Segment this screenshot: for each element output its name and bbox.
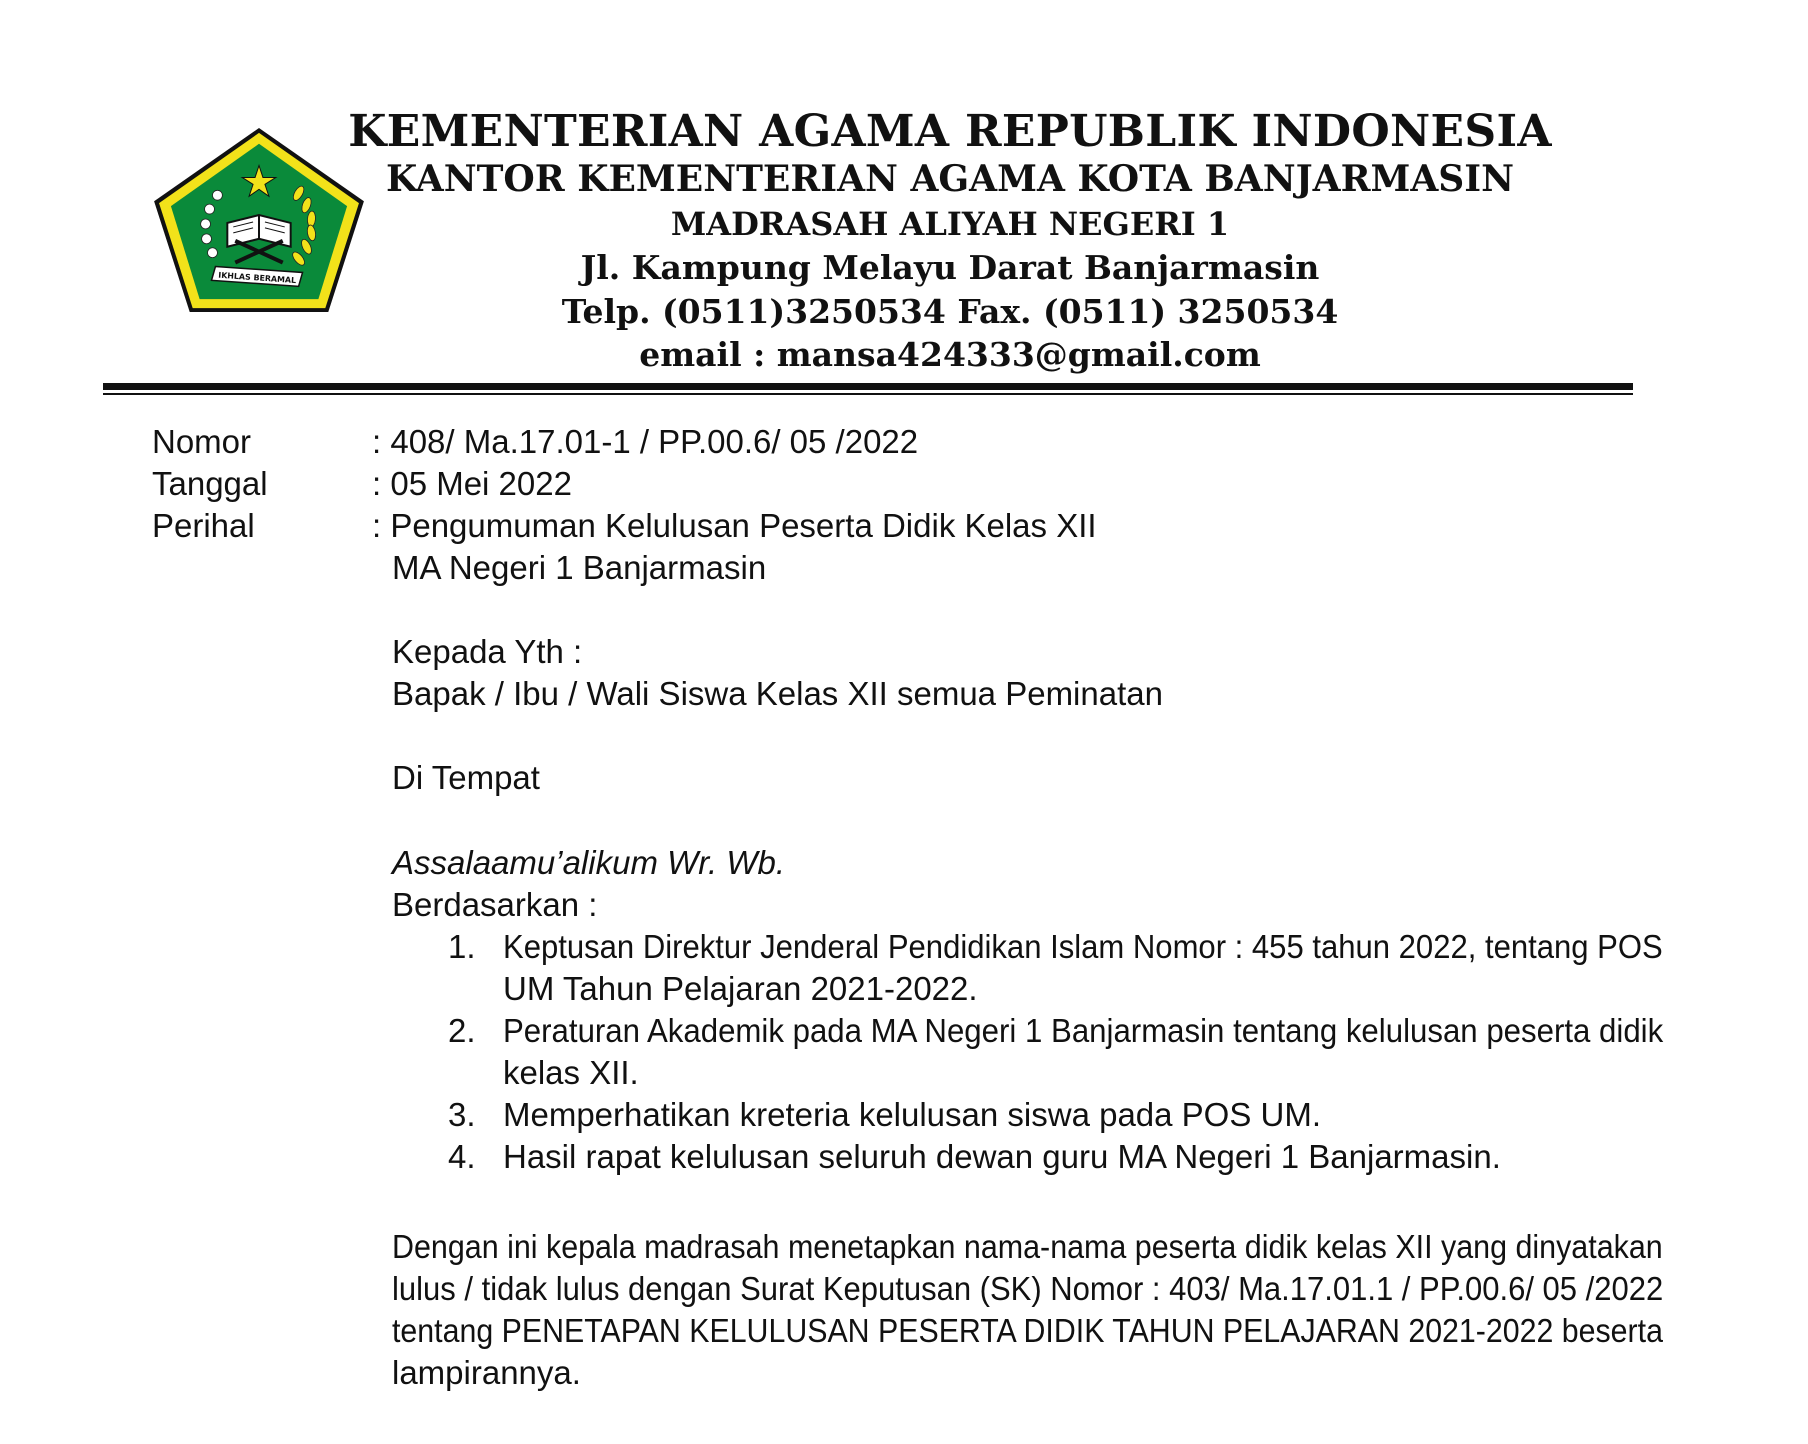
di-tempat: Di Tempat — [392, 759, 540, 796]
greeting: Assalaamu’alikum Wr. Wb. — [392, 844, 786, 881]
tanggal-label: Tanggal — [152, 465, 268, 502]
list-item-1-number: 1. — [448, 928, 476, 965]
list-item-2-line-2: kelas XII. — [503, 1054, 639, 1091]
paragraph-line-1: Dengan ini kepala madrasah menetapkan nama-nama peserta didik kelas XII yang dinyatakan — [392, 1228, 1663, 1265]
logo-ribbon-text: IKHLAS BERAMAL — [217, 270, 297, 286]
nomor-label: Nomor — [152, 423, 252, 460]
kepada-yth: Kepada Yth : — [392, 633, 583, 670]
perihal-value-cont: MA Negeri 1 Banjarmasin — [392, 549, 767, 586]
paragraph-line-3: tentang PENETAPAN KELULUSAN PESERTA DIDIK TAHUN PELAJARAN 2021-2022 beserta — [392, 1312, 1663, 1349]
list-item-2-line-1: Peraturan Akademik pada MA Negeri 1 Banjarmasin tentang kelulusan peserta didik — [503, 1012, 1664, 1049]
list-item-4-line-1: Hasil rapat kelulusan seluruh dewan guru MA Negeri 1 Banjarmasin. — [503, 1138, 1501, 1175]
tanggal-value: : 05 Mei 2022 — [372, 465, 572, 502]
kop-phone: Telp. (0511)3250534 Fax. (0511) 3250534 — [561, 292, 1339, 331]
perihal-value: : Pengumuman Kelulusan Peserta Didik Kelas XII — [372, 507, 1097, 544]
list-item-4-number: 4. — [448, 1138, 476, 1175]
list-item-3-line-1: Memperhatikan kreteria kelulusan siswa pada POS UM. — [503, 1096, 1322, 1133]
paragraph-line-2: lulus / tidak lulus dengan Surat Keputusan (SK) Nomor : 403/ Ma.17.01.1 / PP.00.6/ 05 /2022 — [392, 1270, 1664, 1307]
nomor-value: : 408/ Ma.17.01-1 / PP.00.6/ 05 /2022 — [372, 423, 919, 460]
letterhead-divider-thin — [103, 393, 1633, 395]
kop-school: MADRASAH ALIYAH NEGERI 1 — [670, 205, 1230, 243]
berdasarkan: Berdasarkan : — [392, 886, 598, 923]
kop-address: Jl. Kampung Melayu Darat Banjarmasin — [580, 248, 1320, 287]
perihal-label: Perihal — [152, 507, 255, 544]
list-item-1-line-2: UM Tahun Pelajaran 2021-2022. — [503, 970, 978, 1007]
letterhead-divider-thick — [103, 383, 1633, 390]
kop-office: KANTOR KEMENTERIAN AGAMA KOTA BANJARMASIN — [385, 158, 1515, 200]
list-item-3-number: 3. — [448, 1096, 476, 1133]
list-item-1-line-1: Keptusan Direktur Jenderal Pendidikan Islam Nomor : 455 tahun 2022, tentang POS — [503, 928, 1663, 965]
kop-email: email : mansa424333@gmail.com — [639, 335, 1261, 374]
recipient-line: Bapak / Ibu / Wali Siswa Kelas XII semua Peminatan — [392, 675, 1163, 712]
kop-ministry: KEMENTERIAN AGAMA REPUBLIK INDONESIA — [348, 106, 1552, 157]
list-item-2-number: 2. — [448, 1012, 476, 1049]
paragraph-line-4: lampirannya. — [392, 1354, 581, 1391]
